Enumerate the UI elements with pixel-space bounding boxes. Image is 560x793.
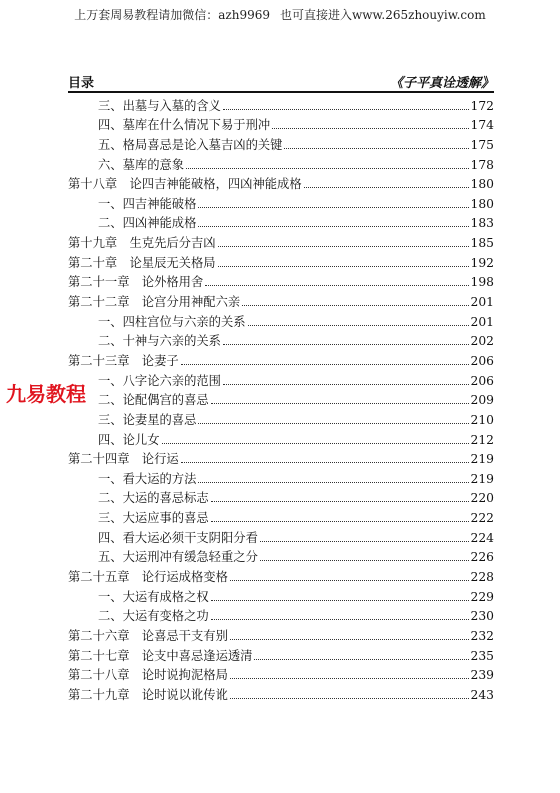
toc-page-number: 230	[470, 609, 494, 624]
toc-entry-title: 第二十四章 论行运	[68, 452, 179, 467]
toc-section-entry[interactable]	[68, 605, 494, 625]
toc-entry-title: 三、大运应事的喜忌	[98, 511, 209, 526]
toc-page-number: 185	[470, 236, 494, 251]
toc-entry-title: 第二十六章 论喜忌干支有别	[68, 628, 228, 643]
toc-leader-dots	[272, 128, 468, 129]
toc-entry-title: 第二十章 论星辰无关格局	[68, 255, 216, 270]
toc-leader-dots	[211, 619, 469, 620]
toc-leader-dots	[260, 541, 469, 542]
toc-leader-dots	[248, 325, 469, 326]
toc-page-number: 180	[470, 177, 494, 192]
toc-chapter-entry[interactable]	[68, 173, 494, 193]
toc-page-number: 212	[470, 432, 494, 447]
toc-section-entry[interactable]	[68, 133, 494, 153]
toc-entry-title: 一、四柱宫位与六亲的关系	[98, 314, 246, 329]
toc-section-entry[interactable]	[68, 487, 494, 507]
toc-leader-dots	[198, 207, 468, 208]
toc-leader-dots	[304, 187, 469, 188]
toc-section-entry[interactable]	[68, 526, 494, 546]
toc-entry-title: 一、大运有成格之权	[98, 589, 209, 604]
toc-entry-title: 二、大运的喜忌标志	[98, 491, 209, 506]
toc-section-entry[interactable]	[68, 467, 494, 487]
toc-leader-dots	[260, 560, 469, 561]
toc-page-number: 243	[470, 687, 494, 702]
toc-chapter-entry[interactable]	[68, 683, 494, 703]
toc-entry-title: 一、四吉神能破格	[98, 196, 197, 211]
toc-leader-dots	[218, 246, 469, 247]
toc-leader-dots	[211, 403, 469, 404]
toc-page-number: 219	[470, 471, 494, 486]
toc-page-number: 228	[470, 570, 494, 585]
toc-page-number: 219	[470, 452, 494, 467]
toc-leader-dots	[230, 698, 469, 699]
toc-section-entry[interactable]	[68, 114, 494, 134]
toc-entry-title: 第二十二章 论宫分用神配六亲	[68, 295, 241, 310]
toc-page-number: 222	[470, 511, 494, 526]
toc-leader-dots	[181, 364, 469, 365]
toc-section-entry[interactable]	[68, 192, 494, 212]
toc-page-number: 220	[470, 491, 494, 506]
toc-chapter-entry[interactable]	[68, 664, 494, 684]
toc-leader-dots	[211, 501, 469, 502]
toc-entry-title: 第二十五章 论行运成格变格	[68, 570, 228, 585]
book-title: 《子平真诠透解》	[389, 76, 494, 91]
top-banner	[0, 6, 560, 23]
toc-entry-title: 第二十三章 论妻子	[68, 353, 179, 368]
toc-section-entry[interactable]	[68, 408, 494, 428]
toc-entry-title: 二、十神与六亲的关系	[98, 334, 221, 349]
toc-leader-dots	[242, 305, 468, 306]
toc-chapter-entry[interactable]	[68, 231, 494, 251]
toc-entry-title: 第十九章 生克先后分吉凶	[68, 236, 216, 251]
toc-entry-title: 第二十八章 论时说拘泥格局	[68, 668, 228, 683]
toc-page-number: 210	[470, 412, 494, 427]
header-rule	[68, 91, 494, 93]
toc-page-number: 183	[470, 216, 494, 231]
toc-leader-dots	[211, 521, 469, 522]
toc-entry-title: 三、出墓与入墓的含义	[98, 98, 221, 113]
toc-section-entry[interactable]	[68, 585, 494, 605]
toc-entry-title: 第十八章 论四吉神能破格，四凶神能成格	[68, 177, 302, 192]
toc-page-number: 201	[470, 295, 494, 310]
toc-page-number: 172	[470, 98, 494, 113]
page-header	[68, 70, 494, 90]
toc-entry-title: 五、大运刑冲有缓急轻重之分	[98, 550, 258, 565]
toc-page-number: 201	[470, 314, 494, 329]
toc-leader-dots	[198, 423, 468, 424]
toc-section-entry[interactable]	[68, 389, 494, 409]
table-of-contents	[68, 94, 494, 703]
toc-chapter-entry[interactable]	[68, 271, 494, 291]
banner-website-text: 也可直接进入www.265zhouyiw.com	[280, 8, 486, 22]
toc-page-number: 226	[470, 550, 494, 565]
toc-page-number: 229	[470, 589, 494, 604]
toc-chapter-entry[interactable]	[68, 448, 494, 468]
toc-section-entry[interactable]	[68, 212, 494, 232]
toc-leader-dots	[230, 580, 469, 581]
toc-section-entry[interactable]	[68, 369, 494, 389]
toc-section-entry[interactable]	[68, 506, 494, 526]
toc-chapter-entry[interactable]	[68, 290, 494, 310]
toc-page-number: 224	[470, 530, 494, 545]
toc-page-number: 178	[470, 157, 494, 172]
toc-leader-dots	[162, 443, 469, 444]
toc-chapter-entry[interactable]	[68, 251, 494, 271]
toc-leader-dots	[223, 344, 469, 345]
toc-page-number: 202	[470, 334, 494, 349]
toc-leader-dots	[230, 678, 469, 679]
toc-page-number: 232	[470, 628, 494, 643]
toc-section-entry[interactable]	[68, 153, 494, 173]
toc-page-number: 206	[470, 353, 494, 368]
toc-leader-dots	[223, 109, 469, 110]
toc-chapter-entry[interactable]	[68, 624, 494, 644]
toc-leader-dots	[198, 482, 468, 483]
toc-section-entry[interactable]	[68, 94, 494, 114]
toc-leader-dots	[198, 226, 468, 227]
toc-page-number: 206	[470, 373, 494, 388]
toc-entry-title: 三、论妻星的喜忌	[98, 412, 197, 427]
toc-leader-dots	[218, 266, 469, 267]
toc-page-number: 235	[470, 648, 494, 663]
toc-chapter-entry[interactable]	[68, 565, 494, 585]
toc-section-entry[interactable]	[68, 330, 494, 350]
toc-chapter-entry[interactable]	[68, 644, 494, 664]
toc-page-number: 175	[470, 137, 494, 152]
toc-leader-dots	[230, 639, 469, 640]
toc-page-number: 180	[470, 196, 494, 211]
toc-entry-title: 第二十九章 论时说以讹传讹	[68, 687, 228, 702]
toc-entry-title: 五、格局喜忌是论入墓吉凶的关键	[98, 137, 283, 152]
toc-chapter-entry[interactable]	[68, 349, 494, 369]
toc-page-number: 209	[470, 393, 494, 408]
toc-leader-dots	[254, 659, 468, 660]
watermark-text: 九易教程	[6, 382, 86, 406]
toc-entry-title: 四、墓库在什么情况下易于刑冲	[98, 118, 271, 133]
toc-entry-title: 一、看大运的方法	[98, 471, 197, 486]
toc-entry-title: 一、八字论六亲的范围	[98, 373, 221, 388]
toc-leader-dots	[186, 168, 468, 169]
toc-entry-title: 四、论儿女	[98, 432, 160, 447]
toc-entry-title: 第二十一章 论外格用舍	[68, 275, 204, 290]
toc-leader-dots	[205, 285, 468, 286]
toc-page-number: 192	[470, 255, 494, 270]
toc-leader-dots	[181, 462, 469, 463]
toc-leader-dots	[284, 148, 468, 149]
toc-page-number: 239	[470, 668, 494, 683]
toc-entry-title: 第二十七章 论支中喜忌逢运透清	[68, 648, 253, 663]
toc-entry-title: 二、论配偶宫的喜忌	[98, 393, 209, 408]
toc-page-number: 198	[470, 275, 494, 290]
toc-section-entry[interactable]	[68, 546, 494, 566]
toc-leader-dots	[211, 600, 469, 601]
toc-section-entry[interactable]	[68, 310, 494, 330]
toc-entry-title: 二、大运有变格之功	[98, 609, 209, 624]
toc-page-number: 174	[470, 118, 494, 133]
toc-section-entry[interactable]	[68, 428, 494, 448]
toc-leader-dots	[223, 384, 469, 385]
toc-entry-title: 四、看大运必须干支阴阳分看	[98, 530, 258, 545]
banner-wechat-text: 上万套周易教程请加微信：azh9969	[74, 8, 271, 22]
toc-entry-title: 六、墓库的意象	[98, 157, 185, 172]
toc-entry-title: 二、四凶神能成格	[98, 216, 197, 231]
toc-heading: 目录	[68, 76, 95, 91]
